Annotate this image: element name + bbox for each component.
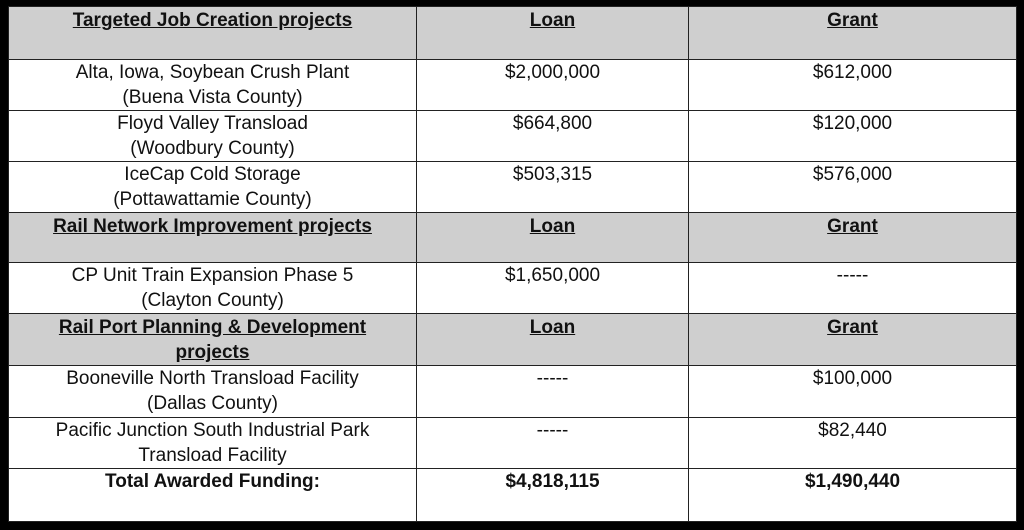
loan-amount: ----- (417, 366, 689, 418)
project-name: Pacific Junction South Industrial Park (55, 420, 370, 441)
grant-amount: $100,000 (689, 366, 1017, 418)
loan-amount: $1,650,000 (417, 263, 689, 314)
loan-header: Loan (417, 314, 689, 366)
grant-amount: $612,000 (689, 60, 1017, 111)
grant-amount: ----- (689, 263, 1017, 314)
section-header-job-creation (9, 7, 1017, 60)
grant-amount: $120,000 (689, 111, 1017, 162)
project-county: (Clayton County) (141, 290, 284, 311)
project-name-cell (9, 162, 417, 213)
table-row (9, 111, 1017, 162)
project-name: Floyd Valley Transload (117, 113, 308, 134)
grant-header: Grant (689, 213, 1017, 263)
project-name: CP Unit Train Expansion Phase 5 (71, 265, 354, 286)
section-title (9, 314, 417, 366)
project-name: IceCap Cold Storage (124, 164, 301, 185)
section-header-rail-port (9, 314, 1017, 366)
loan-amount: $503,315 (417, 162, 689, 213)
project-name-cell (9, 366, 417, 418)
table-row (9, 162, 1017, 213)
loan-header: Loan (417, 7, 689, 60)
project-county: (Buena Vista County) (122, 87, 303, 108)
project-county: (Dallas County) (147, 393, 278, 414)
project-county: (Pottawattamie County) (113, 189, 312, 210)
project-county: Transload Facility (138, 445, 287, 466)
loan-amount: $664,800 (417, 111, 689, 162)
total-row (9, 469, 1017, 522)
table-row (9, 60, 1017, 111)
loan-amount: ----- (417, 418, 689, 469)
loan-amount: $2,000,000 (417, 60, 689, 111)
funding-table (8, 6, 1017, 522)
project-county: (Woodbury County) (130, 138, 295, 159)
funding-table-frame (8, 6, 1016, 521)
section-title-text: Targeted Job Creation projects (72, 10, 353, 31)
section-title-text: Rail Network Improvement projects (53, 216, 372, 237)
project-name-cell (9, 263, 417, 314)
table-row (9, 418, 1017, 469)
table-row (9, 366, 1017, 418)
grant-header: Grant (689, 314, 1017, 366)
total-grant: $1,490,440 (689, 469, 1017, 522)
section-title (9, 213, 417, 263)
total-label: Total Awarded Funding: (9, 469, 417, 522)
project-name-cell (9, 418, 417, 469)
grant-amount: $82,440 (689, 418, 1017, 469)
section-header-rail-network (9, 213, 1017, 263)
loan-header: Loan (417, 213, 689, 263)
grant-header: Grant (689, 7, 1017, 60)
section-title-text: Rail Port Planning & Development (58, 317, 367, 338)
project-name: Alta, Iowa, Soybean Crush Plant (75, 62, 350, 83)
section-title-text: projects (175, 342, 250, 363)
project-name: Booneville North Transload Facility (66, 368, 359, 389)
project-name-cell (9, 111, 417, 162)
table-row (9, 263, 1017, 314)
project-name-cell (9, 60, 417, 111)
section-title (9, 7, 417, 60)
total-loan: $4,818,115 (417, 469, 689, 522)
grant-amount: $576,000 (689, 162, 1017, 213)
